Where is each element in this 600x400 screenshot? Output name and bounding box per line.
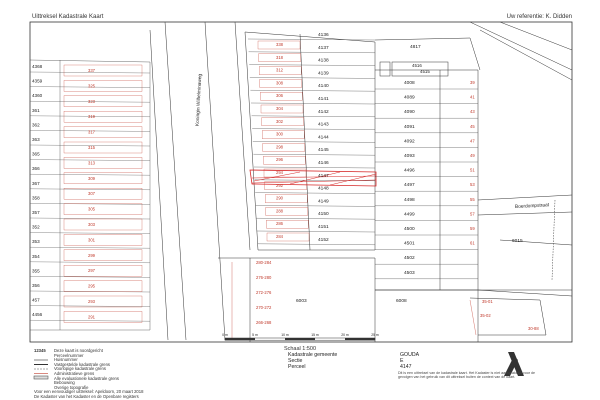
parcel-number: 354 bbox=[32, 253, 40, 259]
parcel-number: 6015 bbox=[512, 239, 523, 244]
parcel-number: 356 bbox=[32, 283, 40, 288]
scale-tick-label: 10 m bbox=[281, 333, 289, 337]
house-number: 45 bbox=[470, 123, 475, 129]
building-outline bbox=[64, 204, 142, 215]
building-outline bbox=[64, 281, 142, 292]
parcel-number: 4516 bbox=[412, 63, 422, 68]
house-number: 39 bbox=[470, 80, 475, 85]
building-outline bbox=[265, 182, 307, 190]
parcel-boundary bbox=[30, 276, 150, 277]
street-name: Koningin Wilhelminaweg bbox=[195, 73, 204, 127]
map-title: Uittreksel Kadastrale Kaart bbox=[32, 14, 104, 20]
house-number: 306 bbox=[276, 93, 283, 99]
parcel-number: 4146 bbox=[318, 161, 329, 166]
parcel-number: 4497 bbox=[404, 183, 415, 189]
scale-bar bbox=[225, 338, 375, 340]
legend-symbols bbox=[34, 360, 48, 379]
info-value: E bbox=[400, 358, 404, 364]
parcel-boundary bbox=[249, 52, 375, 53]
house-number: 318 bbox=[276, 54, 283, 60]
info-label: Kadastrale gemeente bbox=[288, 352, 338, 358]
house-number: 312 bbox=[276, 67, 283, 73]
parcel-boundary bbox=[253, 154, 375, 155]
parcel-number: 4089 bbox=[404, 95, 415, 101]
parcel-boundary bbox=[30, 306, 150, 307]
building-outline bbox=[64, 80, 142, 91]
parcel-boundary bbox=[258, 244, 375, 245]
building-outline bbox=[64, 296, 142, 307]
parcel-number: 4008 bbox=[404, 81, 415, 86]
parcel-number: 6003 bbox=[296, 299, 307, 304]
building-outline bbox=[64, 142, 142, 153]
parcel-boundary bbox=[255, 193, 375, 194]
parcel-number: 4501 bbox=[404, 241, 415, 247]
parcel-number: 4148 bbox=[318, 186, 329, 192]
house-number: 315 bbox=[88, 145, 95, 150]
parcel-number: 4150 bbox=[318, 212, 329, 218]
reference-label: Uw referentie: bbox=[506, 14, 544, 20]
parcel-number: 4091 bbox=[404, 124, 415, 130]
legend-number: 12345 bbox=[34, 348, 46, 353]
parcel-number: 4138 bbox=[318, 58, 329, 64]
parcel-number: 4502 bbox=[404, 256, 415, 262]
house-number: 35-02 bbox=[480, 313, 491, 318]
house-number: 298 bbox=[276, 144, 283, 150]
parcel-number: 4368 bbox=[32, 64, 43, 69]
house-number: 295 bbox=[88, 283, 95, 289]
info-label: Sectie bbox=[288, 358, 303, 364]
house-number: 297 bbox=[88, 268, 95, 274]
house-number: 286 bbox=[276, 221, 283, 227]
building-outline bbox=[64, 219, 142, 230]
house-number: 301 bbox=[88, 237, 95, 243]
parcel-number: 4503 bbox=[404, 270, 415, 276]
parcel-number: 353 bbox=[32, 239, 40, 245]
house-number: 307 bbox=[88, 191, 95, 197]
parcel-number: 355 bbox=[32, 268, 40, 274]
house-number: 276-280 bbox=[256, 275, 272, 280]
building-outline bbox=[265, 195, 307, 203]
building-outline bbox=[64, 96, 142, 107]
parcel-number: 367 bbox=[32, 180, 40, 186]
parcel-number: 4093 bbox=[404, 154, 415, 159]
house-number: 55 bbox=[470, 196, 475, 202]
parcel-number: 4145 bbox=[318, 148, 329, 154]
road bbox=[150, 22, 250, 340]
house-number: 41 bbox=[470, 94, 475, 100]
building-outline bbox=[64, 65, 142, 76]
house-number: 61 bbox=[470, 240, 475, 246]
parcel-boundary bbox=[253, 141, 375, 142]
house-number: 51 bbox=[470, 167, 475, 173]
house-number: 308 bbox=[276, 80, 283, 86]
house-number: 43 bbox=[470, 109, 475, 115]
parcel-number: 4360 bbox=[32, 93, 43, 99]
parcel-boundary bbox=[30, 262, 150, 263]
parcel-boundary bbox=[30, 247, 150, 248]
legend-item: Voorlopige kadastrale grens bbox=[54, 366, 106, 372]
parcel-boundary bbox=[30, 189, 150, 190]
parcel-boundary bbox=[254, 167, 375, 168]
parcel-number: 363 bbox=[32, 137, 40, 142]
house-number: 338 bbox=[276, 42, 283, 47]
house-number: 337 bbox=[88, 68, 95, 73]
parcel-number: 4142 bbox=[318, 109, 329, 115]
building-outline bbox=[64, 234, 142, 245]
parcel-boundary bbox=[250, 77, 375, 78]
parcel-number: 4139 bbox=[318, 71, 329, 77]
legend-item: Vastgestelde kadastrale grens bbox=[54, 361, 111, 367]
house-number: 49 bbox=[470, 153, 475, 158]
legend-item: Voor een eenvoudiger uittreksel: Apeldoorn, 20 maart 2018 bbox=[34, 389, 144, 395]
parcel-number: 4499 bbox=[404, 212, 415, 218]
parcel-number: 6008 bbox=[396, 299, 407, 304]
house-number: 305 bbox=[88, 206, 95, 212]
house-number: 272-276 bbox=[256, 290, 272, 295]
parcel-number: 4147 bbox=[318, 173, 329, 179]
parcel-number: 362 bbox=[32, 122, 40, 128]
house-number: 266-268 bbox=[256, 320, 272, 325]
scale-label: Schaal 1:500 bbox=[283, 346, 317, 352]
house-number: 30-88 bbox=[528, 326, 539, 331]
scale-tick-label: 15 m bbox=[311, 333, 319, 337]
parcel-boundary bbox=[30, 320, 150, 321]
parcel-number: 4498 bbox=[404, 197, 415, 203]
parcel-number: 365 bbox=[32, 151, 40, 157]
parcel-number: 4515 bbox=[420, 69, 430, 74]
parcel-number: 4143 bbox=[318, 122, 329, 128]
lower-parcels bbox=[218, 258, 572, 342]
house-number: 57 bbox=[470, 211, 475, 217]
scale-tick-label: 0 m bbox=[222, 333, 228, 337]
legend-item: Administratieve grens bbox=[54, 371, 95, 376]
info-value: 4147 bbox=[400, 364, 412, 370]
building-outline bbox=[64, 265, 142, 276]
house-number: 292 bbox=[276, 182, 283, 188]
parcel-number: 4456 bbox=[32, 312, 43, 318]
building-outline bbox=[64, 157, 142, 168]
disclaimer: Dit is een uittreksel van de kadastrale kaart. Het Kadaster is niet aansprakelijk voor de gevolgen van het gebruik van dit uittreksel buiten de context van de kaart. bbox=[398, 371, 536, 379]
house-number: 291 bbox=[88, 314, 95, 320]
parcel-number: 4496 bbox=[404, 168, 415, 174]
reference bbox=[507, 14, 572, 20]
legend-item: Perceelnummer bbox=[54, 352, 84, 358]
parcel-number: 4090 bbox=[404, 110, 415, 116]
house-number: 293 bbox=[88, 299, 95, 304]
parcel-number: 366 bbox=[32, 166, 40, 172]
house-number: 323 bbox=[88, 98, 95, 104]
house-number: 319 bbox=[88, 114, 95, 120]
building-outline bbox=[64, 188, 142, 199]
legend-item: Deze kaart is noordgericht bbox=[54, 348, 103, 353]
house-number: 309 bbox=[88, 175, 95, 181]
parcel-number: 4500 bbox=[404, 227, 415, 232]
parcel-boundary bbox=[250, 90, 375, 91]
legend-item: Huisnummer bbox=[54, 357, 78, 363]
house-number: 303 bbox=[88, 222, 95, 227]
house-number: 313 bbox=[88, 160, 95, 166]
house-number: 290 bbox=[276, 195, 283, 201]
scale-tick-label: 20 m bbox=[341, 333, 349, 337]
house-number: 280-284 bbox=[256, 260, 272, 265]
legend-item: De Kadaster van het Kadaster en de Openbare registers bbox=[34, 394, 139, 399]
info-label: Perceel bbox=[288, 364, 306, 370]
parcel-number: 358 bbox=[32, 195, 40, 201]
parcel-number: 352 bbox=[32, 224, 40, 230]
scale-tick-label: 5 m bbox=[252, 333, 258, 337]
parcel-number: 4144 bbox=[318, 135, 329, 141]
legend-item: Alle evaluationele kadastrale grens bbox=[54, 375, 119, 381]
info-value: GOUDA bbox=[400, 352, 420, 358]
parcel-number: 4140 bbox=[318, 84, 329, 90]
house-number: 270-272 bbox=[256, 305, 272, 310]
scale-tick-label: 25 m bbox=[371, 333, 379, 337]
building-outline bbox=[266, 220, 308, 228]
parcel-boundary bbox=[249, 65, 375, 66]
house-number: 284 bbox=[276, 234, 283, 239]
parcel-boundary bbox=[252, 116, 375, 117]
parcel-number: 4149 bbox=[318, 199, 329, 205]
building-outline bbox=[263, 143, 305, 151]
house-number: 304 bbox=[276, 106, 283, 111]
legend-item: Overige topografie bbox=[54, 384, 89, 390]
parcel-number: 357 bbox=[32, 210, 40, 215]
parcel-number: 4151 bbox=[318, 225, 329, 230]
parcel-number: 4817 bbox=[410, 45, 421, 50]
parcel-boundary bbox=[257, 231, 375, 232]
house-number: 299 bbox=[88, 252, 95, 258]
house-number: 325 bbox=[88, 83, 95, 89]
house-number: 302 bbox=[276, 118, 283, 124]
parcel-boundary bbox=[248, 39, 375, 40]
building-outline bbox=[266, 207, 308, 215]
lower-red-line bbox=[232, 262, 476, 338]
parcel-number: 4092 bbox=[404, 139, 415, 145]
parcel-number: 4152 bbox=[318, 237, 329, 243]
house-number: 59 bbox=[470, 226, 475, 231]
building-outline bbox=[263, 156, 305, 164]
house-number: 53 bbox=[470, 182, 475, 188]
house-number: 294 bbox=[276, 170, 283, 175]
parcel-boundary bbox=[256, 218, 375, 219]
parcel-boundary bbox=[251, 103, 375, 104]
house-number: 317 bbox=[88, 129, 95, 135]
highlighted-parcel-4147 bbox=[250, 170, 376, 186]
house-number: 47 bbox=[470, 138, 475, 144]
house-number: 288 bbox=[276, 208, 283, 214]
parcel-number: 4137 bbox=[318, 45, 329, 51]
legend-item: Bebouwing bbox=[54, 380, 75, 386]
parcel-number: 361 bbox=[32, 107, 40, 113]
reference-value: K. Didden bbox=[545, 14, 572, 20]
parcel-number: 4141 bbox=[318, 97, 329, 102]
parcel-number: 4359 bbox=[32, 78, 43, 84]
parcel-boundary bbox=[30, 233, 150, 234]
street-name-right: Boerdompstraat bbox=[514, 203, 550, 210]
parcel-boundary bbox=[252, 129, 375, 130]
parcel-boundary bbox=[256, 205, 375, 206]
building-outline bbox=[64, 127, 142, 138]
house-number: 35-01 bbox=[482, 299, 493, 304]
building-outline bbox=[262, 131, 304, 139]
parcel-number: 4136 bbox=[318, 33, 329, 38]
house-number: 296 bbox=[276, 157, 283, 163]
house-number: 300 bbox=[276, 131, 283, 137]
building-outline bbox=[267, 233, 309, 241]
parcel-number: 457 bbox=[32, 297, 40, 303]
building-outline bbox=[64, 250, 142, 261]
